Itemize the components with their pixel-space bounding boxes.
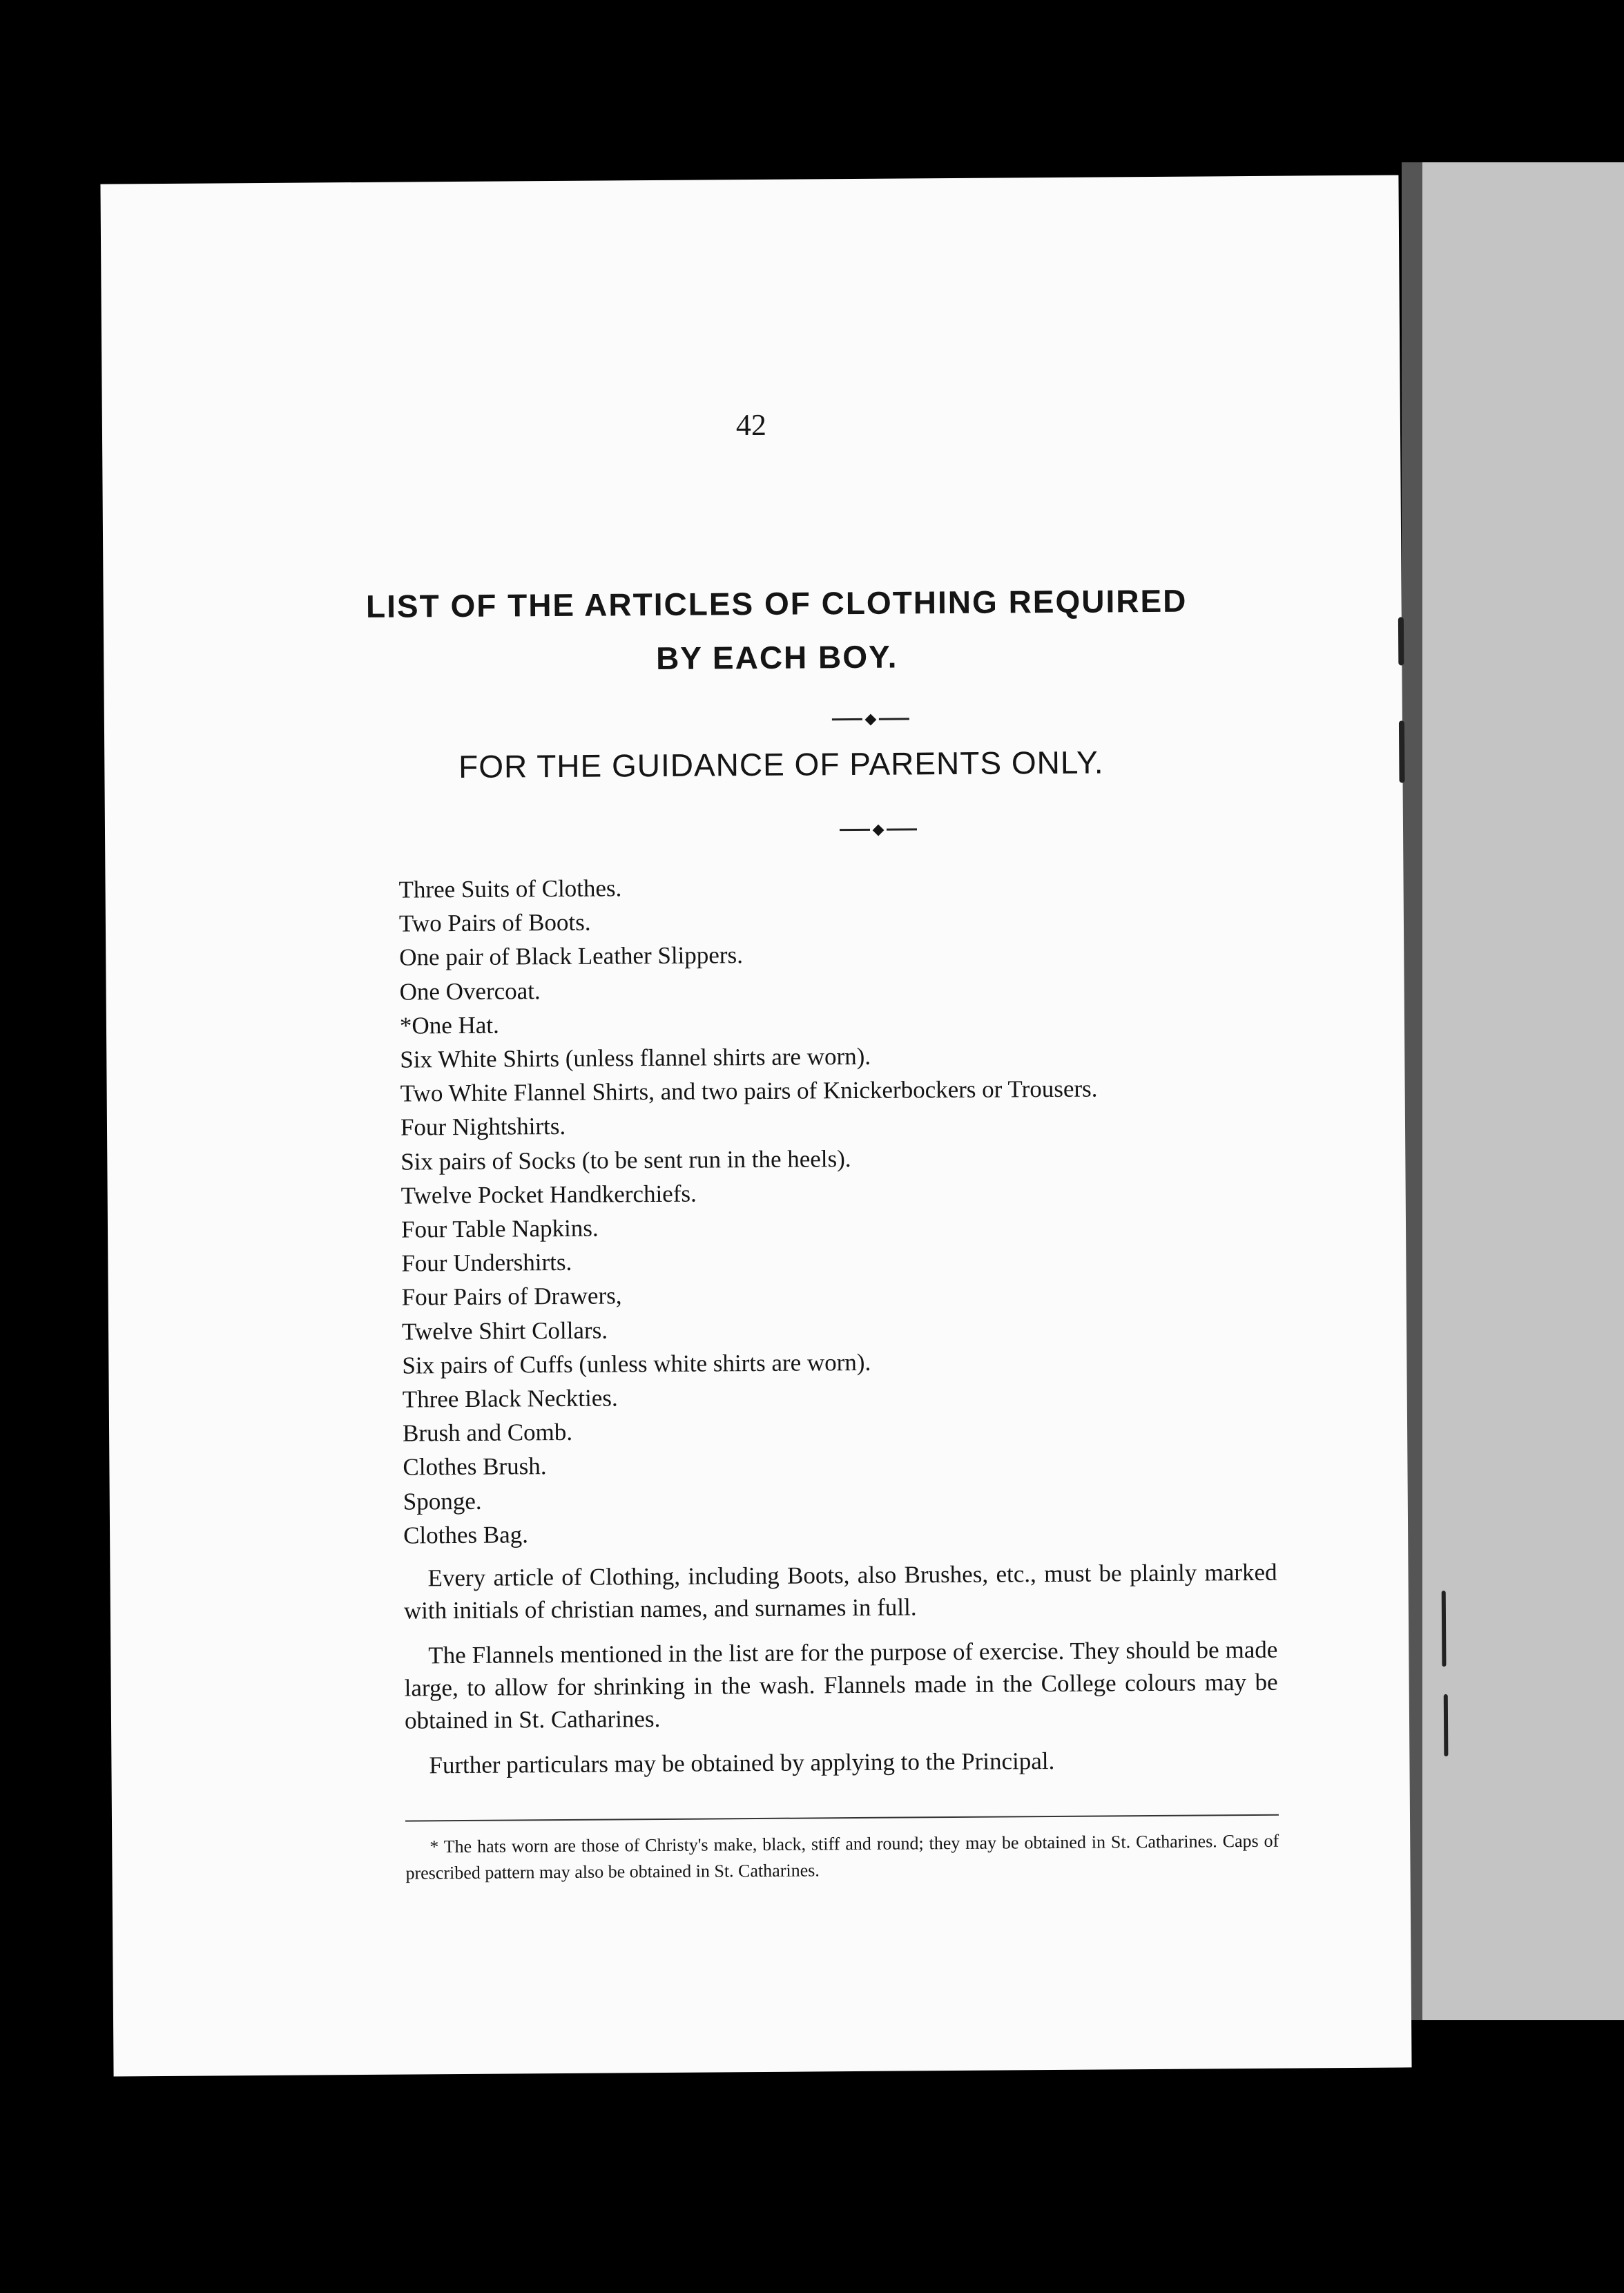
clothing-list: [398, 868, 1101, 1553]
list-item: Four Undershirts.: [401, 1249, 572, 1277]
list-item: One pair of Black Leather Slippers.: [399, 941, 744, 972]
paragraph-flannels: The Flannels mentioned in the list are for the purpose of exercise. They should be made large, to allow for shrinking in the wash. Flannels made in the College colours may be obtained in St. Catharines.: [404, 1635, 1278, 1734]
list-item: Six pairs of Socks (to be sent run in the heels).: [400, 1144, 851, 1176]
binding-mark: [1442, 1591, 1447, 1667]
list-item: Four Pairs of Drawers,: [401, 1282, 622, 1312]
binding-mark: [1399, 720, 1405, 783]
paragraph-particulars: Further particulars may be obtained by applying to the Principal.: [429, 1747, 1055, 1779]
binding-mark: [1444, 1694, 1449, 1756]
binding-mark: [1398, 617, 1404, 665]
paragraph-marking: Every article of Clothing, including Boots, also Brushes, etc., must be plainly marked with initials of christian names, and surnames in full.: [403, 1558, 1277, 1624]
list-item: One Overcoat.: [399, 977, 541, 1006]
adjacent-page-edge: [1402, 162, 1624, 2020]
list-item: *One Hat.: [399, 1011, 499, 1039]
list-item: Twelve Pocket Handkerchiefs.: [400, 1180, 697, 1209]
page-heading: [331, 573, 1222, 687]
list-item: Two Pairs of Boots.: [398, 908, 591, 937]
list-item: Four Table Napkins.: [400, 1214, 599, 1243]
list-item: Sponge.: [403, 1487, 482, 1515]
diamond-icon: ◆: [872, 820, 884, 838]
page-subheading: FOR THE GUIDANCE OF PARENTS ONLY.: [458, 744, 1104, 785]
body-text: [403, 1556, 1278, 1794]
diamond-icon: ◆: [864, 709, 877, 727]
list-item: Four Nightshirts.: [400, 1113, 566, 1142]
list-item: Three Black Neckties.: [402, 1384, 618, 1413]
heading-line-1: LIST OF THE ARTICLES OF CLOTHING REQUIRED: [365, 582, 1188, 624]
list-item: Six White Shirts (unless flannel shirts are worn).: [400, 1042, 871, 1073]
list-item: Clothes Bag.: [403, 1521, 529, 1549]
heading-line-2: BY EACH BOY.: [655, 638, 898, 676]
ornament-divider-bottom: [229, 813, 1527, 844]
list-item: Twelve Shirt Collars.: [401, 1316, 608, 1345]
list-item: Clothes Brush.: [403, 1452, 547, 1481]
ornament-divider-top: [222, 702, 1520, 733]
document-page: [100, 175, 1411, 2076]
footnote: * The hats worn are those of Christy's make, black, stiff and round; they may be obtained in St. Catharines. Caps of prescribed pattern may also be obtained in St. Catharines.: [405, 1830, 1279, 1883]
list-item: Three Suits of Clothes.: [398, 874, 622, 903]
footnote-divider: [405, 1814, 1279, 1822]
list-item: Brush and Comb.: [402, 1419, 573, 1447]
page-number: 42: [735, 407, 767, 443]
list-item: Six pairs of Cuffs (unless white shirts are worn).: [402, 1348, 871, 1379]
list-item: Two White Flannel Shirts, and two pairs of Knickerbockers or Trousers.: [400, 1075, 1098, 1107]
